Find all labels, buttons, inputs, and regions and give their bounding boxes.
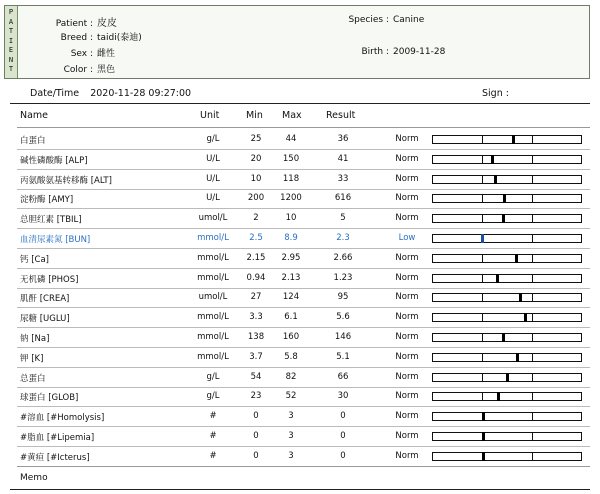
test-name: 钠 [Na] <box>20 334 50 344</box>
range-gauge <box>432 313 582 322</box>
test-flag: Norm <box>395 153 419 164</box>
patient-tab-letter: T <box>8 27 14 35</box>
gauge-range-tick <box>482 254 483 263</box>
gauge-result-marker <box>506 373 509 382</box>
test-result: 5.6 <box>336 312 350 323</box>
test-result: 0 <box>340 431 346 441</box>
gauge-result-marker <box>496 274 499 283</box>
table-row <box>0 189 600 209</box>
test-unit: mmol/L <box>197 312 229 323</box>
memo-divider <box>17 466 590 467</box>
test-flag: Norm <box>395 193 419 204</box>
test-max: 44 <box>285 134 297 144</box>
species-value: Canine <box>393 15 425 25</box>
gauge-result-marker <box>497 392 500 401</box>
test-name: 尿糖 [UGLU] <box>20 314 70 325</box>
test-result: 95 <box>337 292 349 303</box>
test-unit: mmol/L <box>197 233 229 243</box>
test-unit: # <box>209 450 217 461</box>
range-gauge <box>432 234 582 243</box>
birth-label: Birth : <box>361 47 389 57</box>
range-gauge <box>432 293 582 302</box>
datetime-value: 2020-11-28 09:27:00 <box>90 88 192 99</box>
test-flag: Norm <box>395 450 419 461</box>
test-unit: mmol/L <box>197 272 229 283</box>
datetime-line <box>30 88 191 99</box>
gauge-result-marker <box>491 155 494 164</box>
test-flag: Norm <box>395 252 419 263</box>
test-unit: g/L <box>206 134 220 144</box>
gauge-result-marker <box>503 194 506 203</box>
test-unit: U/L <box>206 153 220 164</box>
test-max: 10 <box>285 213 297 224</box>
test-unit: U/L <box>206 193 220 204</box>
test-max: 3 <box>288 411 294 422</box>
test-name: 无机磷 [PHOS] <box>20 274 79 285</box>
breed-label: Breed : <box>60 33 93 43</box>
gauge-result-marker <box>502 333 505 342</box>
test-name: 碱性磷酸酶 [ALP] <box>20 155 88 166</box>
test-max: 118 <box>282 173 300 184</box>
gauge-result-marker <box>515 254 518 263</box>
test-unit: # <box>209 411 217 422</box>
test-name: 淀粉酶 [AMY] <box>20 195 74 206</box>
gauge-result-marker <box>502 214 505 223</box>
gauge-range-tick <box>532 175 533 184</box>
test-max: 6.1 <box>284 312 298 323</box>
test-min: 54 <box>250 371 262 382</box>
gauge-result-marker <box>494 175 497 184</box>
gauge-result-marker <box>482 432 485 441</box>
test-name: 丙氨酸氨基转移酶 [ALT] <box>20 175 112 186</box>
test-unit: g/L <box>206 371 220 382</box>
test-min: 0 <box>253 411 259 422</box>
test-unit: mmol/L <box>197 351 229 362</box>
gauge-result-marker <box>516 353 519 362</box>
gauge-range-tick <box>532 274 533 283</box>
col-header-min: Min <box>246 110 263 121</box>
test-name: 钾 [K] <box>20 353 44 364</box>
gauge-range-tick <box>482 274 483 283</box>
gauge-range-tick <box>482 194 483 203</box>
sex-label: Sex : <box>70 49 93 59</box>
test-min: 3.3 <box>249 312 263 323</box>
test-name: 肌酐 [CREA] <box>20 294 70 305</box>
test-flag: Norm <box>395 391 419 402</box>
gauge-range-tick <box>532 214 533 223</box>
test-flag: Norm <box>395 351 419 362</box>
col-header-max: Max <box>282 110 302 121</box>
datetime-label: Date/Time <box>30 88 80 99</box>
test-min: 0 <box>253 450 259 461</box>
test-min: 0.94 <box>246 272 266 283</box>
test-unit: umol/L <box>198 213 228 224</box>
test-unit: U/L <box>206 173 220 184</box>
test-min: 3.7 <box>249 351 263 362</box>
test-min: 200 <box>247 193 265 204</box>
sign-label: Sign : <box>482 88 509 99</box>
table-row <box>0 387 600 407</box>
test-name: 球蛋白 [GLOB] <box>20 393 79 404</box>
test-result: 146 <box>334 332 352 342</box>
test-flag: Norm <box>395 272 419 283</box>
test-flag: Norm <box>395 312 419 323</box>
table-row <box>0 328 600 348</box>
gauge-range-tick <box>482 155 483 164</box>
gauge-range-tick <box>532 432 533 441</box>
col-header-unit: Unit <box>200 110 220 121</box>
gauge-range-tick <box>532 234 533 243</box>
color-field <box>45 62 115 75</box>
range-gauge <box>432 155 582 164</box>
range-gauge <box>432 274 582 283</box>
gauge-result-marker <box>524 313 527 322</box>
gauge-range-tick <box>532 452 533 461</box>
test-unit: mmol/L <box>197 252 229 263</box>
test-max: 2.95 <box>281 252 301 263</box>
test-min: 2 <box>253 213 259 224</box>
memo-label: Memo <box>20 473 48 483</box>
gauge-result-marker <box>482 412 485 421</box>
test-flag: Low <box>398 233 416 243</box>
test-result: 5.1 <box>336 351 350 362</box>
range-gauge <box>432 353 582 362</box>
patient-tab-letter: A <box>8 17 14 26</box>
color-value: 黑色 <box>97 65 116 75</box>
patient-info-panel <box>4 5 590 79</box>
test-min: 0 <box>253 431 259 441</box>
table-row <box>0 288 600 308</box>
test-flag: Norm <box>395 411 419 422</box>
test-flag: Norm <box>395 292 419 303</box>
table-row <box>0 407 600 427</box>
patient-tab-letter: P <box>8 8 14 16</box>
test-name: 白蛋白 <box>20 136 46 146</box>
species-label: Species : <box>348 15 389 25</box>
range-gauge <box>432 135 582 144</box>
test-min: 138 <box>247 332 265 342</box>
col-header-name: Name <box>20 110 49 121</box>
col-header-result: Result <box>326 110 356 121</box>
test-unit: mmol/L <box>197 332 229 342</box>
table-row <box>0 308 600 328</box>
patient-tab-letter: I <box>8 36 14 45</box>
gauge-range-tick <box>482 392 483 401</box>
breed-field <box>45 30 142 43</box>
patient-tab-letter: E <box>8 46 14 54</box>
header-divider <box>17 127 590 128</box>
table-row <box>0 348 600 368</box>
sex-field <box>45 46 115 59</box>
range-gauge <box>432 432 582 441</box>
gauge-range-tick <box>482 214 483 223</box>
test-flag: Norm <box>395 371 419 382</box>
range-gauge <box>432 412 582 421</box>
test-max: 5.8 <box>284 351 298 362</box>
test-name: #溶血 [#Homolysis] <box>20 413 105 424</box>
test-result: 616 <box>334 193 352 204</box>
birth-value: 2009-11-28 <box>393 47 446 57</box>
patient-field <box>45 14 117 29</box>
test-min: 25 <box>250 134 262 144</box>
range-gauge <box>432 452 582 461</box>
gauge-range-tick <box>532 333 533 342</box>
test-max: 2.13 <box>281 272 301 283</box>
gauge-range-tick <box>532 392 533 401</box>
gauge-result-marker <box>482 452 485 461</box>
test-result: 66 <box>337 371 349 382</box>
table-row <box>0 427 600 447</box>
test-unit: # <box>209 431 217 441</box>
test-max: 52 <box>285 391 297 402</box>
range-gauge <box>432 194 582 203</box>
test-max: 160 <box>282 332 300 342</box>
range-gauge <box>432 214 582 223</box>
gauge-result-marker <box>481 234 484 243</box>
test-result: 5 <box>340 213 346 224</box>
test-max: 150 <box>282 153 300 164</box>
gauge-range-tick <box>482 313 483 322</box>
test-max: 3 <box>288 431 294 441</box>
patient-label: Patient : <box>55 19 93 29</box>
gauge-range-tick <box>482 373 483 382</box>
breed-value: taidi(泰迪) <box>97 33 142 43</box>
gauge-range-tick <box>532 254 533 263</box>
test-result: 0 <box>340 450 346 461</box>
gauge-range-tick <box>532 194 533 203</box>
test-flag: Norm <box>395 173 419 184</box>
test-max: 1200 <box>280 193 302 204</box>
test-unit: g/L <box>206 391 220 402</box>
test-max: 3 <box>288 450 294 461</box>
gauge-range-tick <box>482 175 483 184</box>
test-min: 2.5 <box>249 233 263 243</box>
gauge-range-tick <box>532 313 533 322</box>
gauge-range-tick <box>482 293 483 302</box>
test-min: 20 <box>250 153 262 164</box>
gauge-range-tick <box>532 373 533 382</box>
range-gauge <box>432 175 582 184</box>
table-row <box>0 269 600 289</box>
test-name: 总蛋白 <box>20 373 46 384</box>
patient-value: 皮皮 <box>97 18 117 29</box>
color-label: Color : <box>63 65 93 75</box>
patient-tab <box>5 6 18 78</box>
birth-field <box>343 47 445 57</box>
gauge-result-marker <box>512 135 515 144</box>
test-min: 27 <box>250 292 262 303</box>
range-gauge <box>432 373 582 382</box>
patient-tab-letter: N <box>8 55 14 64</box>
gauge-range-tick <box>482 353 483 362</box>
bottom-divider <box>10 489 590 490</box>
test-max: 82 <box>285 371 297 382</box>
test-result: 0 <box>340 411 346 422</box>
table-row <box>0 447 600 467</box>
test-flag: Norm <box>395 332 419 342</box>
range-gauge <box>432 333 582 342</box>
test-name: #脂血 [#Lipemia] <box>20 433 95 443</box>
test-max: 8.9 <box>284 233 298 243</box>
test-result: 36 <box>337 134 349 144</box>
patient-tab-letter: T <box>8 65 14 73</box>
test-result: 1.23 <box>333 272 353 283</box>
test-flag: Norm <box>395 134 419 144</box>
test-result: 30 <box>337 391 349 402</box>
test-name: 总胆红素 [TBIL] <box>20 215 82 226</box>
gauge-range-tick <box>532 353 533 362</box>
test-min: 2.15 <box>246 252 266 263</box>
table-row <box>0 150 600 170</box>
test-flag: Norm <box>395 213 419 224</box>
test-flag: Norm <box>395 431 419 441</box>
gauge-range-tick <box>482 333 483 342</box>
test-name: 钙 [Ca] <box>20 254 49 265</box>
test-result: 33 <box>337 173 349 184</box>
species-field <box>343 15 424 25</box>
test-result: 2.3 <box>336 233 350 243</box>
test-result: 41 <box>337 153 349 164</box>
range-gauge <box>432 392 582 401</box>
table-row <box>0 229 600 249</box>
gauge-range-tick <box>532 412 533 421</box>
table-row <box>0 209 600 229</box>
test-min: 23 <box>250 391 262 402</box>
table-row <box>0 368 600 388</box>
test-min: 10 <box>250 173 262 184</box>
test-result: 2.66 <box>333 252 353 263</box>
table-row <box>0 170 600 190</box>
gauge-range-tick <box>532 293 533 302</box>
top-divider <box>10 103 590 104</box>
gauge-range-tick <box>532 135 533 144</box>
table-row <box>0 130 600 150</box>
test-name: #黄疸 [#Icterus] <box>20 452 90 463</box>
gauge-range-tick <box>482 135 483 144</box>
test-unit: umol/L <box>198 292 228 303</box>
range-gauge <box>432 254 582 263</box>
sex-value: 雌性 <box>97 49 116 59</box>
gauge-result-marker <box>519 293 522 302</box>
gauge-range-tick <box>532 155 533 164</box>
test-max: 124 <box>282 292 300 303</box>
test-name: 血清尿素氮 [BUN] <box>20 235 91 245</box>
table-row <box>0 249 600 269</box>
